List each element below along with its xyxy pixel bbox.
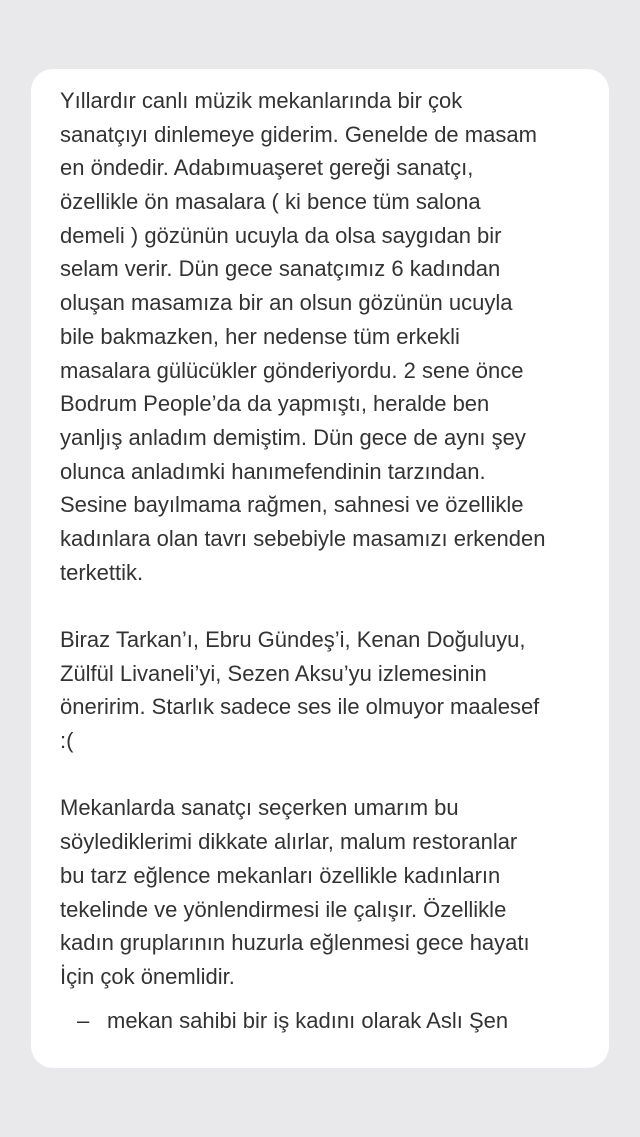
text-line: öneririm. Starlık sadece ses ile olmuyor maalesef [60, 694, 540, 720]
text-line: olunca anladımki hanımefendinin tarzından. [60, 458, 486, 484]
text-line: yanljış anladım demiştim. Dün gece de aynı şey [60, 424, 526, 450]
text-line: bile bakmazken, her nedense tüm erkekli [60, 323, 460, 349]
text-line: Biraz Tarkan’ı, Ebru Gündeş’i, Kenan Doğuluyu, [60, 627, 526, 652]
paragraph-3 [60, 791, 589, 993]
paragraph-gap [60, 758, 589, 792]
text-line: özellikle ön masalara ( ki bence tüm salona [60, 189, 481, 215]
signature-text: mekan sahibi bir iş kadını olarak Aslı Şen [107, 1007, 509, 1033]
signature-dash: – [77, 1007, 90, 1033]
text-line: demeli ) gözünün ucuyla da olsa saygıdan bir [60, 222, 502, 248]
text-line: bu tarz eğlence mekanları özellikle kadınların [60, 862, 501, 888]
signature [60, 1004, 589, 1038]
text-line: Sesine bayılmama rağmen, sahnesi ve özellikle [60, 492, 524, 518]
text-line: Bodrum People’da da yapmıştı, heralde ben [60, 391, 490, 417]
text-line: Mekanlarda sanatçı seçerken umarım bu [60, 795, 459, 821]
paragraph-2 [60, 623, 589, 758]
paragraph-gap [60, 589, 589, 623]
text-line: tekelinde ve yönlendirmesi ile çalışır. Özellikle [60, 896, 507, 922]
text-line: kadın gruplarının huzurla eğlenmesi gece hayatı [60, 930, 530, 956]
text-line: söylediklerimi dikkate alırlar, malum restoranlar [60, 829, 518, 855]
text-line: terkettik. [60, 559, 144, 585]
text-line: İçin çok önemlidir. [60, 963, 235, 989]
text-line: kadınlara olan tavrı sebebiyle masamızı erkenden [60, 525, 546, 551]
text-line: masalara gülücükler gönderiyordu. 2 sene önce [60, 357, 524, 383]
paragraph-1 [60, 84, 589, 589]
text-line: sanatçıyı dinlemeye giderim. Genelde de masam [60, 121, 537, 147]
text-line: oluşan masamıza bir an olsun gözünün ucuyla [60, 290, 513, 316]
text-line: Yıllardır canlı müzik mekanlarında bir çok [60, 88, 463, 113]
text-line: selam verir. Dün gece sanatçımız 6 kadından [60, 256, 501, 282]
note-card [31, 69, 609, 1068]
text-line: :( [60, 728, 74, 754]
text-line: en öndedir. Adabımuaşeret gereği sanatçı, [60, 155, 474, 181]
text-line: Zülfül Livaneli’yi, Sezen Aksu’yu izlemesinin [60, 660, 487, 686]
